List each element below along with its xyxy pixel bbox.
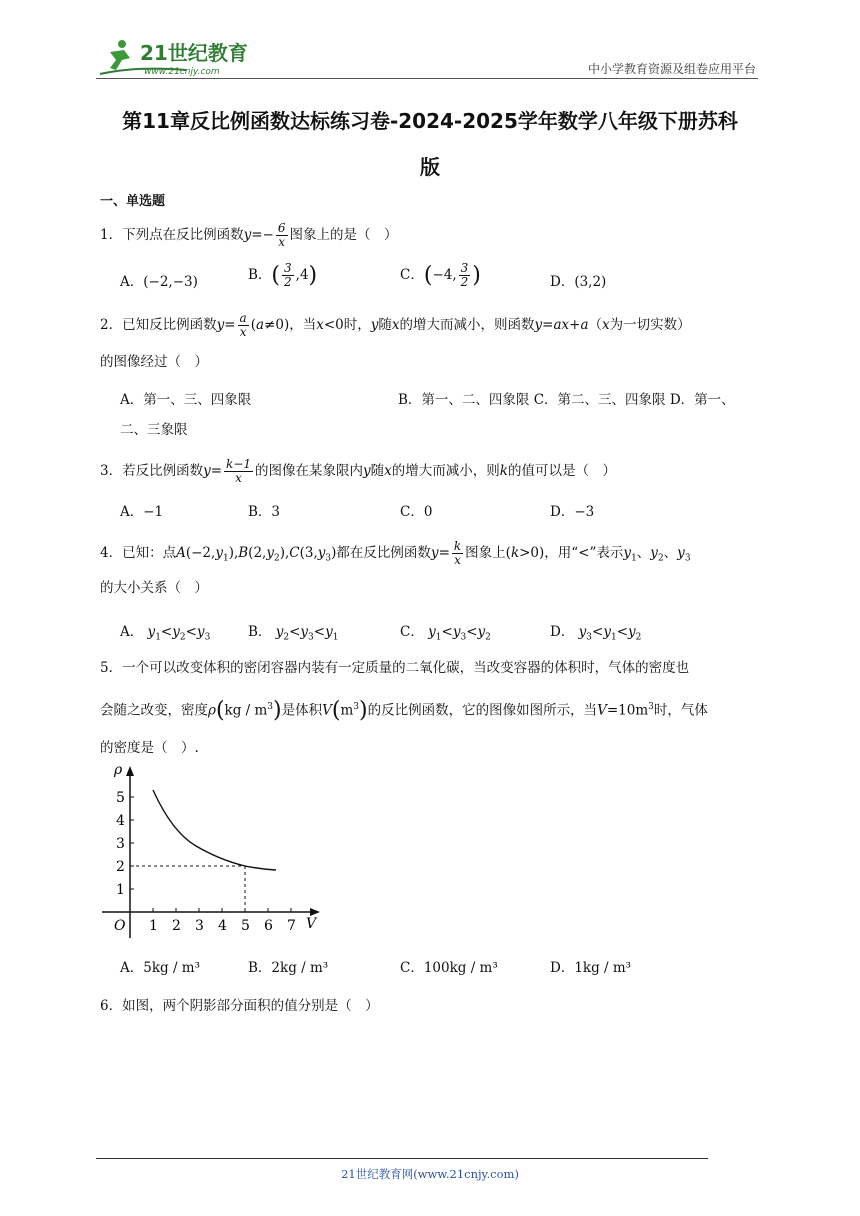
header-divider — [96, 78, 758, 79]
q5-option-b[interactable]: B．2kg / m³ — [248, 960, 329, 976]
q2-option-a[interactable]: A．第一、三、四象限 — [120, 392, 252, 408]
q3-option-a[interactable]: A．−1 — [120, 504, 164, 520]
q2-options — [0, 388, 860, 408]
q1-prefix: 1．下列点在反比例函数 — [100, 227, 244, 243]
x-axis-label: V — [306, 916, 317, 932]
x-tick-3: 3 — [195, 918, 204, 934]
question-3: 3．若反比例函数y= $\frac{k-1}{x}$ 的图像在某象限内y随x的增大而减小，则k的值可以是（ ） — [100, 457, 616, 485]
q4-options — [0, 620, 860, 643]
q3-options — [0, 500, 860, 520]
y-tick-3: 3 — [116, 836, 125, 852]
q5-options — [0, 956, 860, 976]
q1-options — [0, 262, 860, 302]
q4-option-a[interactable]: A． $y_1<y_2<y_3$ — [120, 624, 211, 643]
x-tick-5: 5 — [241, 918, 250, 934]
logo-text: 21世纪教育 — [140, 41, 248, 65]
question-5-line3: 的密度是（ ）. — [100, 740, 199, 756]
q4-option-b[interactable]: B． $y_2<y_3<y_1$ — [248, 624, 339, 643]
question-2: 2．已知反比例函数y= $\frac{a}{x}$ (a≠0)，当x<0时，y随x的增大而减小，则函数y=ax+a（x为一切实数） — [100, 311, 691, 339]
y-tick-5: 5 — [116, 790, 125, 806]
header-tagline: 中小学教育资源及组卷应用平台 — [587, 62, 756, 76]
question-4: 4．已知：点$A(-2,y_1),B(2,y_2),C(3,y_3)$都在反比例函数y= $\frac{k}{x}$ 图象上(k>0)，用“<”表示$y_1$、$y_2$、$y_3$ — [100, 539, 691, 567]
q2-option-d-cont: 二、三象限 — [120, 422, 188, 438]
x-tick-2: 2 — [172, 918, 181, 934]
q1-suffix: 图象上的是（ ） — [289, 227, 398, 243]
y-axis-arrow — [126, 766, 134, 776]
logo-graphic — [96, 36, 266, 80]
origin-label: O — [114, 918, 126, 934]
question-5-line1: 5．一个可以改变体积的密闭容器内装有一定质量的二氧化碳，当改变容器的体积时，气体的密度也 — [100, 660, 690, 676]
x-tick-7: 7 — [287, 918, 296, 934]
footer-divider — [96, 1158, 708, 1159]
question-5-line2: 会随之改变，密度$\rho(kg / m^3)$是体积$V(m^3)$的反比例函数，它的图像如图所示，当$V=10m^3$时，气体 — [100, 698, 708, 723]
q5-option-d[interactable]: D．1kg / m³ — [550, 960, 632, 976]
q3-option-b[interactable]: B．3 — [248, 504, 281, 520]
q5-option-c[interactable]: C．100kg / m³ — [400, 960, 498, 976]
page-title-line1: 第11章反比例函数达标练习卷-2024-2025学年数学八年级下册苏科 — [122, 109, 738, 133]
density-curve — [153, 790, 276, 870]
y-tick-2: 2 — [116, 859, 125, 875]
x-tick-4: 4 — [218, 918, 227, 934]
q3-option-d[interactable]: D．−3 — [550, 504, 595, 520]
y-axis-label: ρ — [114, 762, 123, 778]
q5-option-a[interactable]: A．5kg / m³ — [120, 960, 201, 976]
q4-line2: 的大小关系（ ） — [100, 580, 208, 596]
question-6: 6．如图，两个阴影部分面积的值分别是（ ） — [100, 998, 379, 1014]
section-heading: 一、单选题 — [100, 194, 166, 209]
x-tick-6: 6 — [264, 918, 273, 934]
x-axis-arrow — [310, 908, 320, 916]
q1-option-c[interactable]: C．(−4, $\frac{3}{2}$ ) — [400, 261, 481, 289]
q4-option-d[interactable]: D． $y_3<y_1<y_2$ — [550, 624, 642, 643]
y-tick-1: 1 — [116, 882, 125, 898]
q1-option-d[interactable]: D．(3,2) — [550, 274, 607, 290]
q1-option-a[interactable]: A．(−2,−3) — [120, 274, 198, 290]
x-tick-1: 1 — [149, 918, 158, 934]
logo-url: www.21cnjy.com — [144, 67, 220, 77]
q4-option-c[interactable]: C． $y_1<y_3<y_2$ — [400, 624, 491, 643]
q2-option-bcd[interactable]: B．第一、二、四象限 C．第二、三、四象限 D．第一、 — [398, 392, 735, 408]
q3-option-c[interactable]: C．0 — [400, 504, 433, 520]
y-ticks — [116, 790, 134, 898]
footer-link[interactable]: 21世纪教育网(www.21cnjy.com) — [341, 1167, 519, 1181]
graph-svg — [96, 762, 326, 942]
y-tick-4: 4 — [116, 813, 125, 829]
page-title-line2: 版 — [420, 155, 440, 179]
q1-option-b[interactable]: B．( $\frac{3}{2}$ ,4) — [248, 261, 318, 289]
question-1: 1．下列点在反比例函数y=− $\frac{6}{x}$ 图象上的是（ ） — [100, 221, 398, 249]
density-graph — [96, 762, 326, 942]
site-logo — [96, 36, 266, 80]
q2-line2: 的图像经过（ ） — [100, 354, 208, 370]
